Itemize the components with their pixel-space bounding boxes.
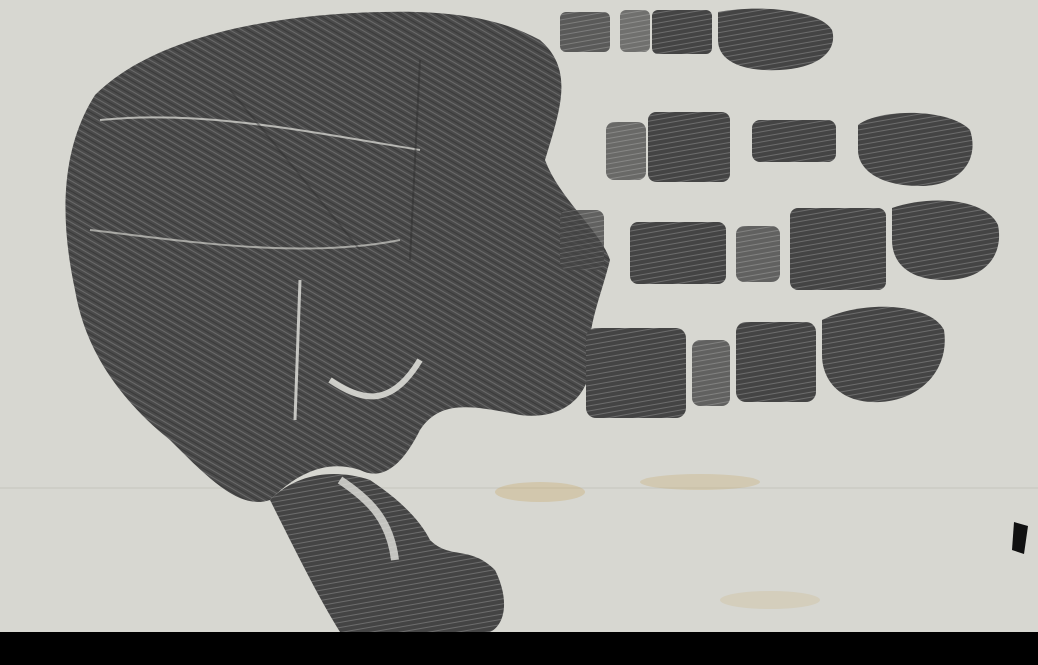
bottom-band [0, 632, 1038, 665]
stain-mark [495, 482, 585, 502]
